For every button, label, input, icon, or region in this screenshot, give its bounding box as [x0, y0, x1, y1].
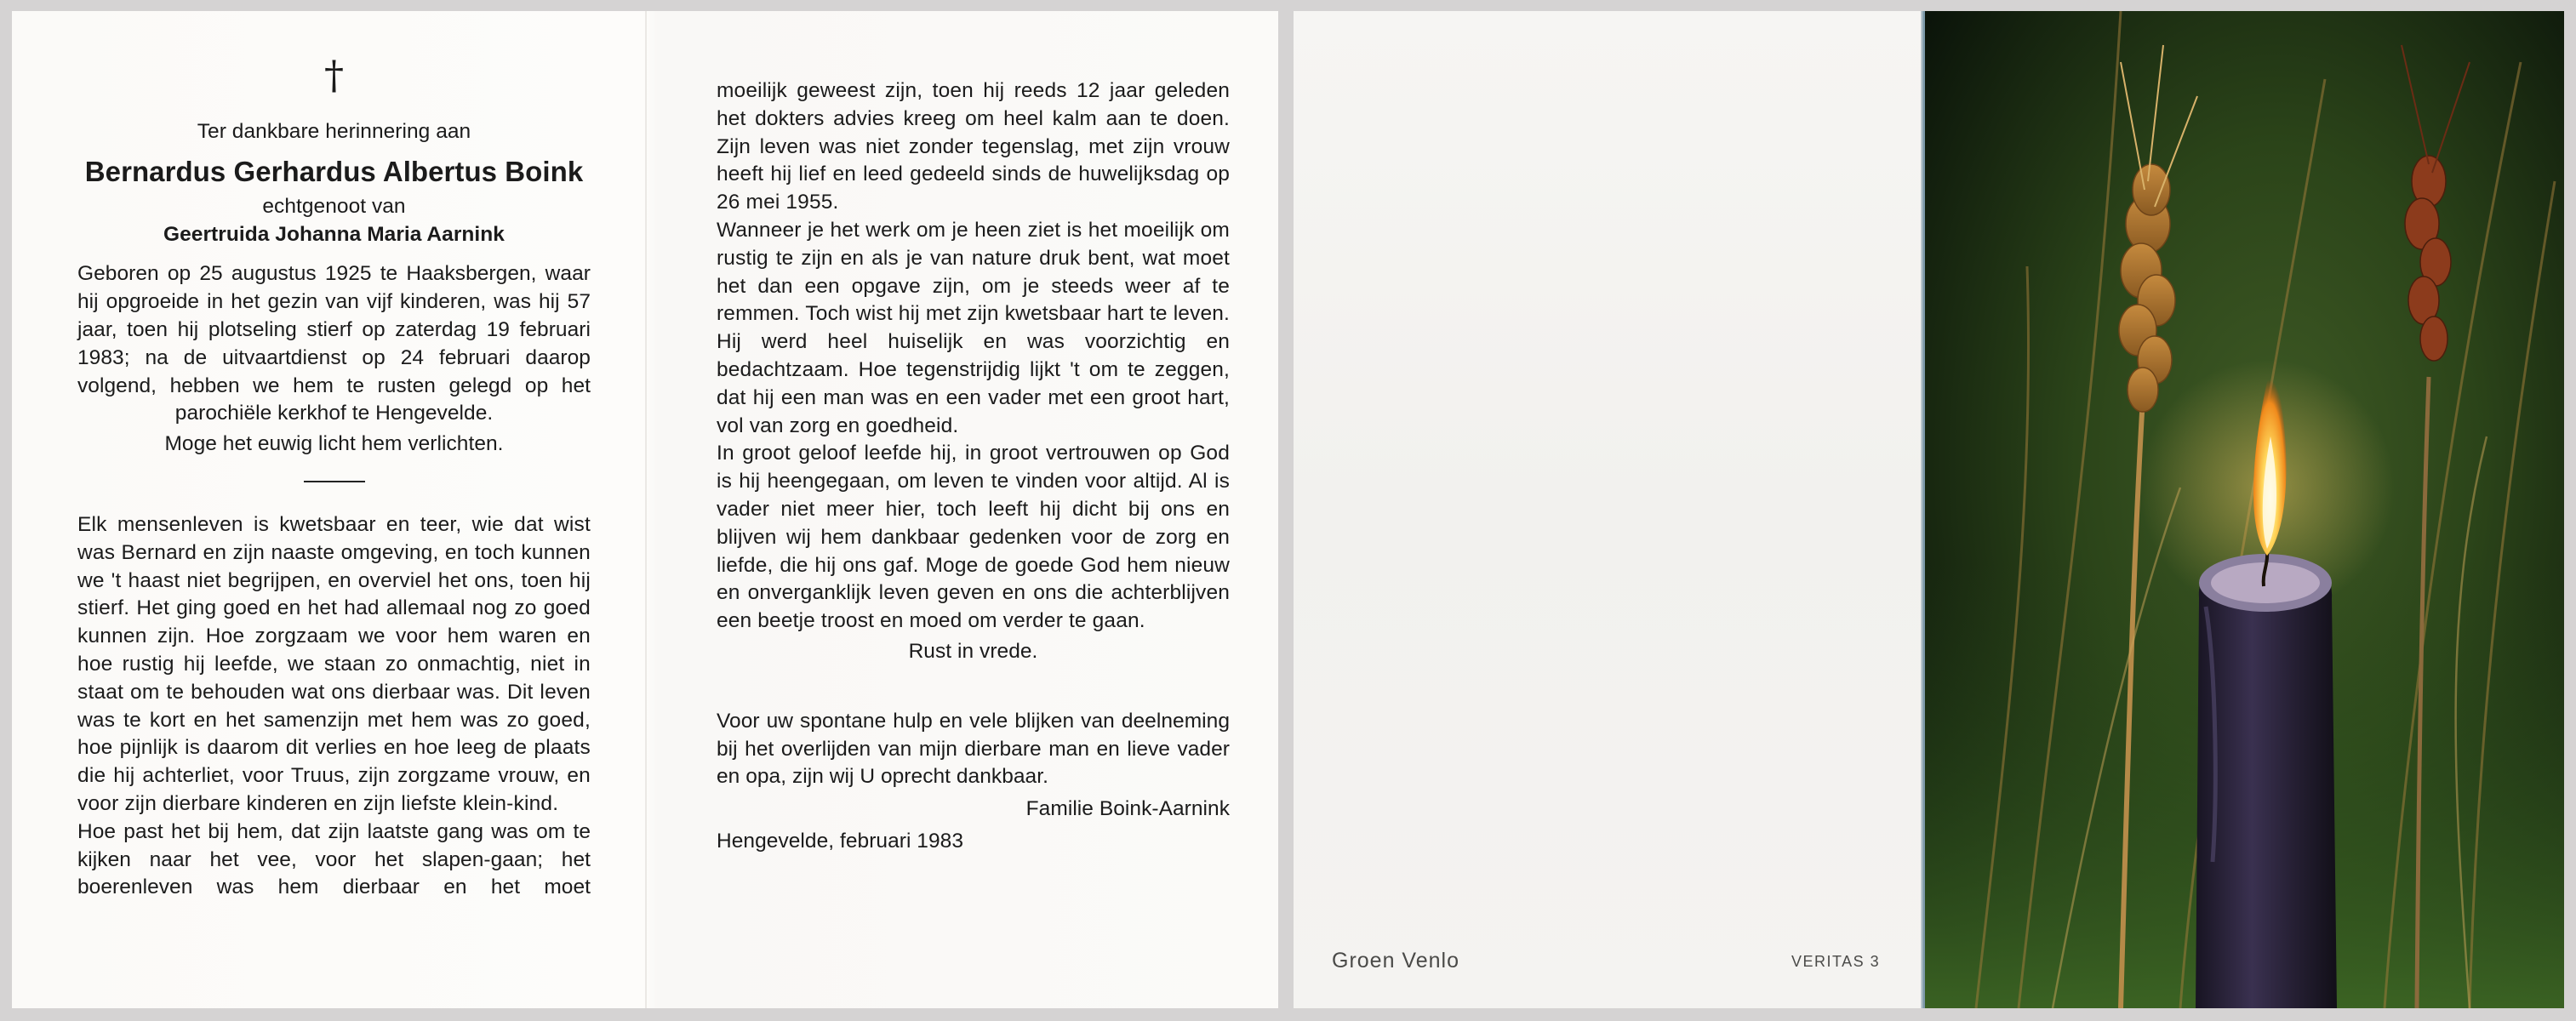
memorial-text-3: moeilijk geweest zijn, toen hij reeds 12 jaar geleden het dokters advies kreeg om heel kalm aan te doen. Zijn leven was niet zonder tegenslag, met zijn vrouw heeft hij lief en leed gedeeld sinds de huwelijksdag op 26 mei 1955. — [717, 79, 1230, 214]
publisher-imprint: Groen Venlo — [1332, 949, 1459, 973]
candle-and-wheat-photo — [1925, 11, 2564, 1008]
card-left-column — [77, 11, 591, 902]
spouse-name: Geertruida Johanna Maria Aarnink — [163, 222, 505, 246]
cross-icon: † — [323, 52, 345, 98]
intro-text: Ter dankbare herinnering aan — [197, 120, 471, 143]
card-right-column — [717, 11, 1230, 856]
deceased-name: Bernardus Gerhardus Albertus Boink — [84, 155, 584, 187]
biography: Geboren op 25 augustus 1925 te Haaksbergen, waar hij opgroeide in het gezin van vijf kinderen, was hij 57 jaar, toen hij plotseling stierf op zaterdag 19 februari 1983; na de uitvaartdienst op 24 februari daarop volgend, hebben we hem te rusten gelegd op het parochiële kerkhof te Hengevelde. — [77, 262, 591, 425]
blessing-text: Moge het euwig licht hem verlichten. — [164, 432, 504, 456]
memorial-card-inside — [12, 11, 1278, 1008]
blank-back-page — [1294, 11, 1925, 1008]
card-fold — [645, 11, 647, 1008]
rest-in-peace: Rust in vrede. — [908, 639, 1038, 663]
memorial-card-outside — [1294, 11, 2564, 1008]
thanks-text: Voor uw spontane hulp en vele blijken van deelneming bij het overlijden van mijn dierbare man en lieve vader en opa, zijn wij U oprecht dankbaar. — [717, 709, 1230, 789]
memorial-text-2: Hoe past het bij hem, dat zijn laatste gang was om te kijken naar het vee, voor het slapen-gaan; het boerenleven was hem dierbaar en het moet — [77, 819, 591, 899]
memorial-text-1: Elk mensenleven is kwetsbaar en teer, wie dat wist was Bernard en zijn naaste omgeving, en toch kunnen we 't haast niet begrijpen, en overviel het ons, toen hij stierf. Het ging goed en het had allemaal nog zo goed kunnen zijn. Hoe zorgzaam we voor hem waren en hoe rustig hij leefde, we staan zo onmachtig, niet in staat om te behouden wat ons dierbaar was. Dit leven was te kort en het samenzijn met hem was zo goed, hoe pijnlijk is daarom dit verlies en hoe leeg de plaats die hij achterliet, voor Truus, zijn zorgzame vrouw, en voor zijn dierbare kinderen en zijn liefste klein-kind. — [77, 512, 591, 815]
place-date: Hengevelde, februari 1983 — [717, 829, 964, 853]
series-label: VERITAS 3 — [1791, 953, 1881, 970]
memorial-text-4: Wanneer je het werk om je heen ziet is het moeilijk om rustig te zijn en als je van nature druk bent, wat moet het dan een opgave zijn, om je steeds weer af te remmen. Toch wist hij met zijn kwetsbaar hart te leven. Hij werd heel huiselijk en was voorzichtig en bedachtzaam. Hoe tegenstrijdig lijkt 't om te zeggen, dat hij een man was en een vader met een groot hart, vol van zorg en goedheid. — [717, 218, 1230, 437]
relation-text: echtgenoot van — [262, 194, 406, 218]
family-signature: Familie Boink-Aarnink — [1025, 797, 1230, 821]
memorial-text-5: In groot geloof leefde hij, in groot vertrouwen op God is hij heengegaan, om leven te vinden voor altijd. Al is vader niet meer hier, toch leeft hij dicht bij ons en blijven wij hem dankbaar gedenken voor de zorg en liefde, die hij ons gaf. Moge de goede God hem nieuw en onverganklijk leven geven en ons die achterblijven een beetje troost en moed om verder te gaan. — [717, 442, 1230, 633]
